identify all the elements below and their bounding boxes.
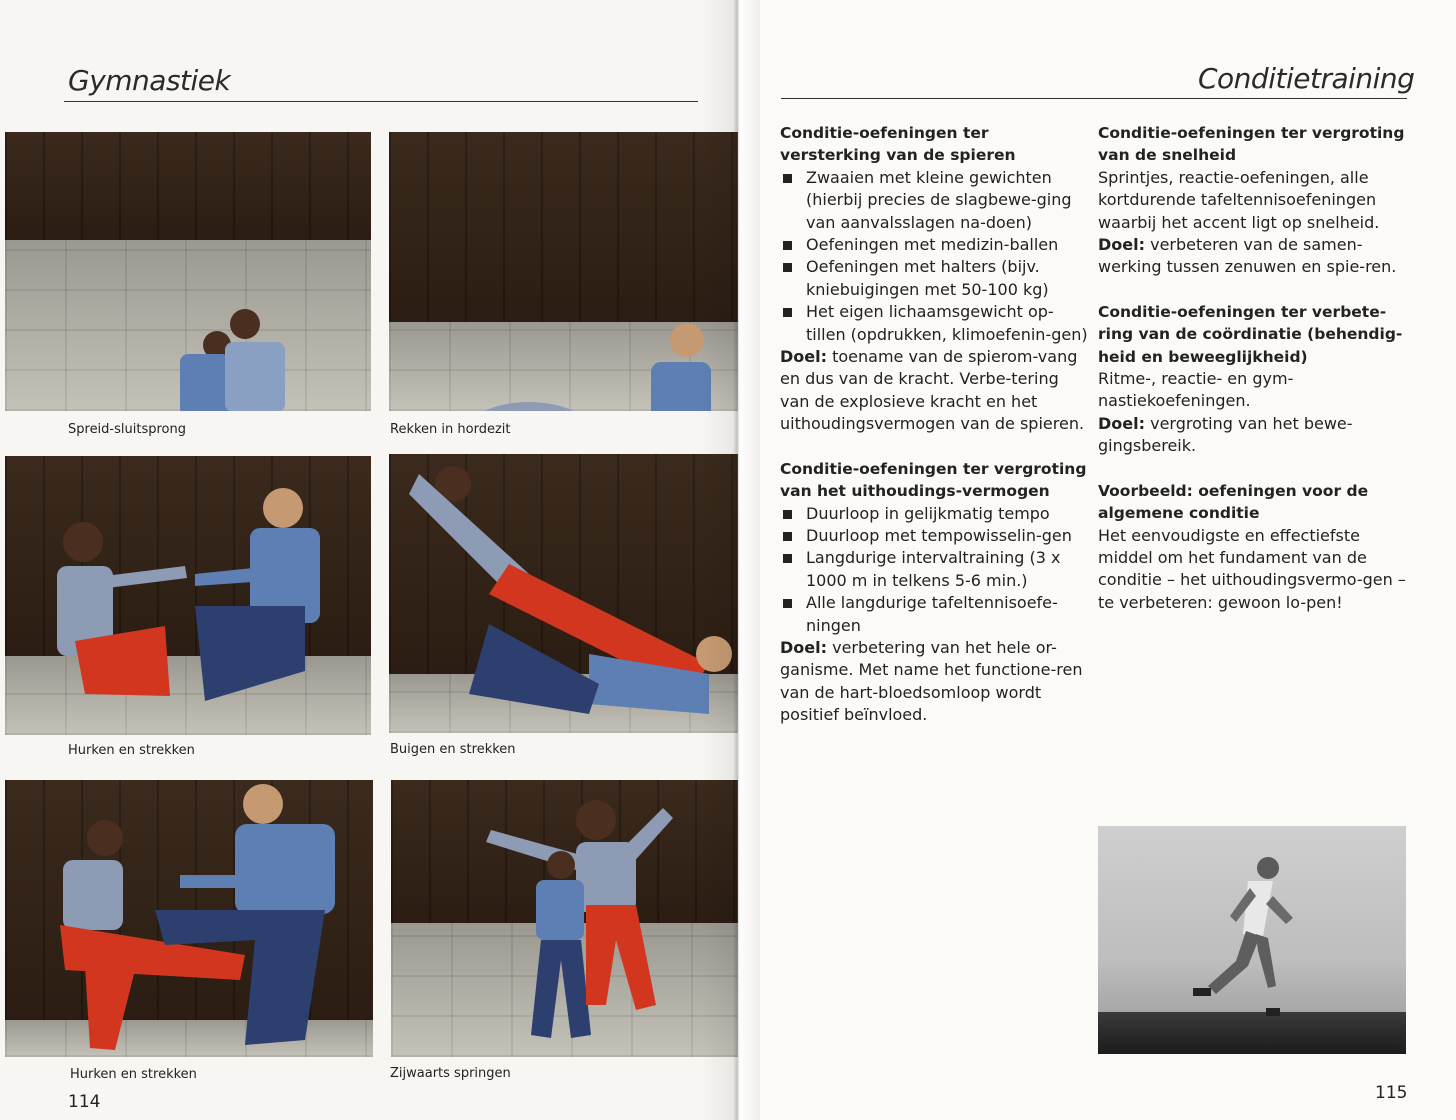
section-heading: Conditie-oefeningen ter verbete-ring van de coördinatie (behendig-heid en beweeglijkheid) — [1098, 302, 1403, 366]
photo-caption: Rekken in hordezit — [390, 422, 511, 437]
list-item: Langdurige intervaltraining (3 x 1000 m in telkens 5-6 min.) — [780, 547, 1088, 592]
section-text: Sprintjes, reactie-oefeningen, alle kortdurende tafeltennisoefeningen waarbij het accent ligt op snelheid. — [1098, 167, 1380, 232]
photo-rekken-in-hordezit — [389, 132, 738, 411]
photo-caption: Hurken en strekken — [68, 743, 195, 758]
photo-caption: Spreid-sluitsprong — [68, 422, 186, 437]
photo-caption: Zijwaarts springen — [390, 1066, 511, 1081]
doel-label: Doel: — [780, 347, 828, 367]
left-header-rule — [64, 101, 698, 102]
photo-caption: Hurken en strekken — [70, 1067, 197, 1082]
doel-paragraph — [1098, 413, 1410, 458]
section-heading: Voorbeeld: oefeningen voor de algemene conditie — [1098, 481, 1369, 523]
doel-text: verbetering van het hele or-ganisme. Met name het functione-ren van de hart-bloedsomloop wordt positief beïnvloed. — [780, 637, 1083, 725]
list-item: Duurloop in gelijkmatig tempo — [780, 503, 1088, 525]
section-text: Ritme-, reactie- en gym-nastiekoefeningen. — [1098, 369, 1294, 411]
section-text: Het eenvoudigste en effectiefste middel om het fundament van de conditie – het uithoudingsvermo-gen – te verbeteren: gewoon lo-pen! — [1098, 525, 1406, 612]
doel-text: toename van de spierom-vang en dus van de kracht. Verbe-tering van de explosieve kracht en het uithoudingsvermogen van de spieren. — [780, 347, 1085, 434]
bullet-list — [780, 167, 1088, 346]
list-item: Zwaaien met kleine gewichten (hierbij precies de slagbewe-ging van aanvalsslagen na-doen) — [780, 167, 1088, 234]
doel-paragraph — [1098, 234, 1410, 279]
section-heading: Conditie-oefeningen ter versterking van de spieren — [780, 124, 1016, 165]
doel-paragraph — [780, 346, 1088, 436]
doel-text: vergroting van het bewe-gingsbereik. — [1098, 413, 1353, 456]
list-item: Oefeningen met medizin-ballen — [780, 234, 1088, 256]
doel-label: Doel: — [780, 637, 828, 657]
page-number: 114 — [68, 1092, 101, 1112]
photo-buigen-en-strekken — [389, 454, 738, 733]
photo-runner — [1098, 826, 1406, 1054]
section-heading: Conditie-oefeningen ter vergroting van de snelheid — [1098, 124, 1405, 165]
doel-label: Doel: — [1098, 235, 1146, 255]
text-column-2 — [1098, 122, 1410, 614]
left-page-header: Gymnastiek — [68, 64, 231, 97]
doel-text: verbeteren van de samen-werking tussen zenuwen en spie-ren. — [1098, 235, 1397, 277]
list-item: Alle langdurige tafeltennisoefe-ningen — [780, 592, 1088, 637]
doel-paragraph — [780, 637, 1088, 727]
text-column-1 — [780, 122, 1088, 727]
list-item: Duurloop met tempowisselin-gen — [780, 525, 1088, 547]
photo-caption: Buigen en strekken — [390, 742, 516, 757]
list-item: Oefeningen met halters (bijv. kniebuigingen met 50-100 kg) — [780, 256, 1088, 301]
section-heading: Conditie-oefeningen ter vergroting van het uithoudings-vermogen — [780, 459, 1087, 501]
bullet-list — [780, 503, 1088, 637]
photo-spreid-sluitsprong — [5, 132, 371, 411]
photo-hurken-en-strekken-1 — [5, 456, 371, 735]
list-item: Het eigen lichaamsgewicht op-tillen (opdrukken, klimoefenin-gen) — [780, 301, 1088, 346]
photo-zijwaarts-springen — [391, 780, 738, 1057]
page-number: 115 — [1375, 1083, 1408, 1103]
right-header-rule — [781, 98, 1407, 99]
right-page-header: Conditietraining — [1198, 62, 1415, 95]
photo-hurken-en-strekken-2 — [5, 780, 373, 1057]
doel-label: Doel: — [1098, 413, 1146, 433]
